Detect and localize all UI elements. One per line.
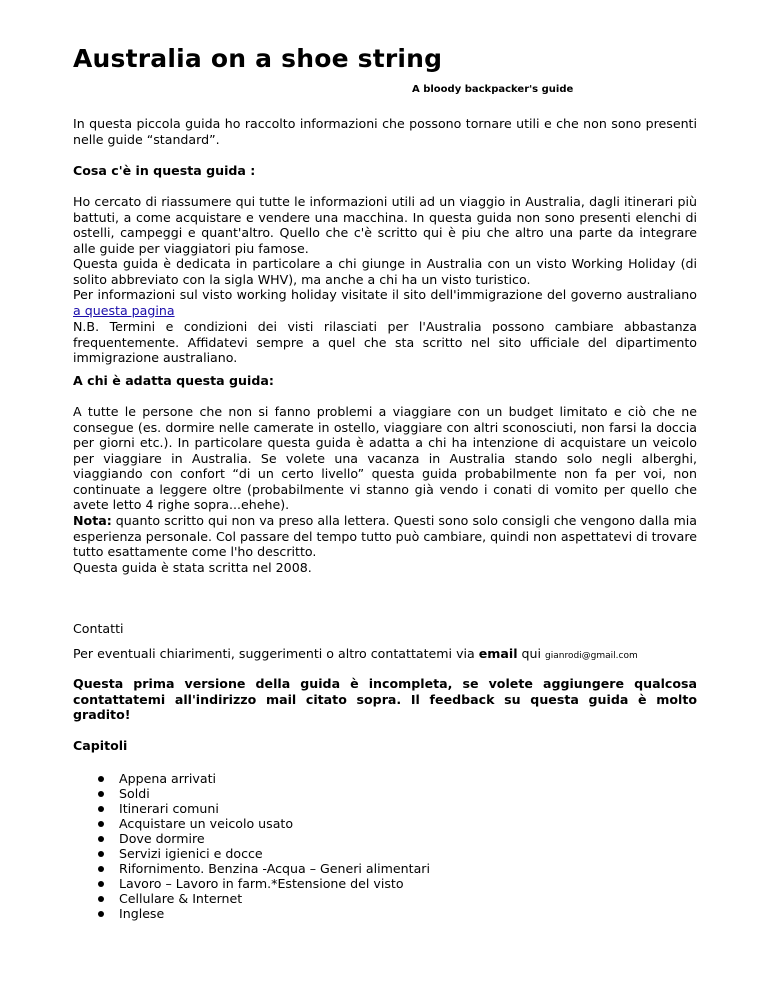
year-line: Questa guida è stata scritta nel 2008. xyxy=(73,559,312,575)
bullet-icon xyxy=(98,851,104,857)
document-title: Australia on a shoe string xyxy=(73,44,443,73)
bullet-icon xyxy=(98,791,104,797)
chapter-label: Soldi xyxy=(119,786,150,801)
chapter-item xyxy=(73,771,697,786)
section-what-heading: Cosa c'è in questa guida : xyxy=(73,163,256,178)
chapter-item xyxy=(73,831,697,846)
chapter-item xyxy=(73,906,697,921)
chapter-item xyxy=(73,801,697,816)
section-what-p3: Per informazioni sul visto working holiday visitate il sito dell'immigrazione del governo australiano a questa pagina xyxy=(73,287,697,318)
document-subtitle: A bloody backpacker's guide xyxy=(412,84,574,95)
chapter-label: Cellulare & Internet xyxy=(119,891,243,906)
bullet-icon xyxy=(98,881,104,887)
note-paragraph: Nota: quanto scritto qui non va preso alla lettera. Questi sono solo consigli che vengono dalla mia esperienza personale. Col passare del tempo tutto può cambiare, quindi non aspettatevi di trovare tutto esattamente come l'ho descritto. Questa guida è stata scritta nel 2008. xyxy=(73,513,697,575)
chapter-label: Itinerari comuni xyxy=(119,801,219,816)
contacts-heading: Contatti xyxy=(73,621,124,636)
intro-paragraph: In questa piccola guida ho raccolto informazioni che possono tornare utili e che non sono presenti nelle guide “standard”. xyxy=(73,116,697,147)
bullet-icon xyxy=(98,806,104,812)
chapter-label: Acquistare un veicolo usato xyxy=(119,816,294,831)
chapter-item xyxy=(73,846,697,861)
chapter-label: Rifornimento. Benzina -Acqua – Generi alimentari xyxy=(119,861,430,876)
section-who-body: A tutte le persone che non si fanno problemi a viaggiare con un budget limitato e ciò che ne consegue (es. dormire nelle camerate in ostello, viaggiare con altri sconosciuti, non farsi la doccia per giorni etc.). In particolare questa guida è adatta a chi ha intenzione di acquistare un veicolo per viaggiare in Australia. Se volete una vacanza in Australia stando solo negli alberghi, viaggiando con confort “di un certo livello” questa guida probabilmente non fa per voi, non continuate a leggere oltre (probabilmente vi stanno già vendo i conati di vomito per quello che avete letto 4 righe sopra...ehehe). xyxy=(73,404,697,512)
section-what-p1: Ho cercato di riassumere qui tutte le informazioni utili ad un viaggio in Australia, dagli itinerari più battuti, a come acquistare e vendere una macchina. In questa guida non sono presenti elenchi di ostelli, campeggi e quant'altro. Quello che c'è scritto qui è piu che altro una parte da integrare alle guide per viaggiatori piu famose. xyxy=(73,194,697,256)
bullet-icon xyxy=(98,866,104,872)
chapter-item xyxy=(73,816,697,831)
bullet-icon xyxy=(98,911,104,917)
chapter-item xyxy=(73,861,697,876)
contacts-line: Per eventuali chiarimenti, suggerimenti o altro contattatemi via email qui gianrodi@gmail.com xyxy=(73,646,638,661)
chapter-label: Lavoro – Lavoro in farm.*Estensione del visto xyxy=(119,876,404,891)
chapter-item xyxy=(73,876,697,891)
note-label: Nota: xyxy=(73,513,112,528)
chapter-label: Dove dormire xyxy=(119,831,205,846)
chapters-list xyxy=(73,771,697,921)
contact-email[interactable]: gianrodi@gmail.com xyxy=(545,651,638,661)
section-what-body xyxy=(73,194,697,318)
bullet-icon xyxy=(98,896,104,902)
chapter-label: Appena arrivati xyxy=(119,771,217,786)
section-who-heading: A chi è adatta questa guida: xyxy=(73,373,274,388)
visa-page-link[interactable]: a questa pagina xyxy=(73,302,175,318)
bullet-icon xyxy=(98,821,104,827)
bullet-icon xyxy=(98,776,104,782)
contacts-notice: Questa prima versione della guida è incompleta, se volete aggiungere qualcosa contattatemi all'indirizzo mail citato sopra. Il feedback su questa guida è molto gradito! xyxy=(73,676,697,722)
document-header xyxy=(73,44,697,95)
chapter-label: Servizi igienici e docce xyxy=(119,846,263,861)
bullet-icon xyxy=(98,836,104,842)
nb-paragraph: N.B. Termini e condizioni dei visti rilasciati per l'Australia possono cambiare abbastanza frequentemente. Affidatevi sempre a quel che sta scritto nel sito ufficiale del dipartimento immigrazione australiano. xyxy=(73,319,697,365)
section-what-p2: Questa guida è dedicata in particolare a chi giunge in Australia con un visto Working Holiday (di solito abbreviato con la sigla WHV), ma anche a chi ha un visto turistico. xyxy=(73,256,697,287)
chapter-item xyxy=(73,891,697,906)
chapter-item xyxy=(73,786,697,801)
chapters-heading: Capitoli xyxy=(73,738,128,753)
chapter-label: Inglese xyxy=(119,906,165,921)
